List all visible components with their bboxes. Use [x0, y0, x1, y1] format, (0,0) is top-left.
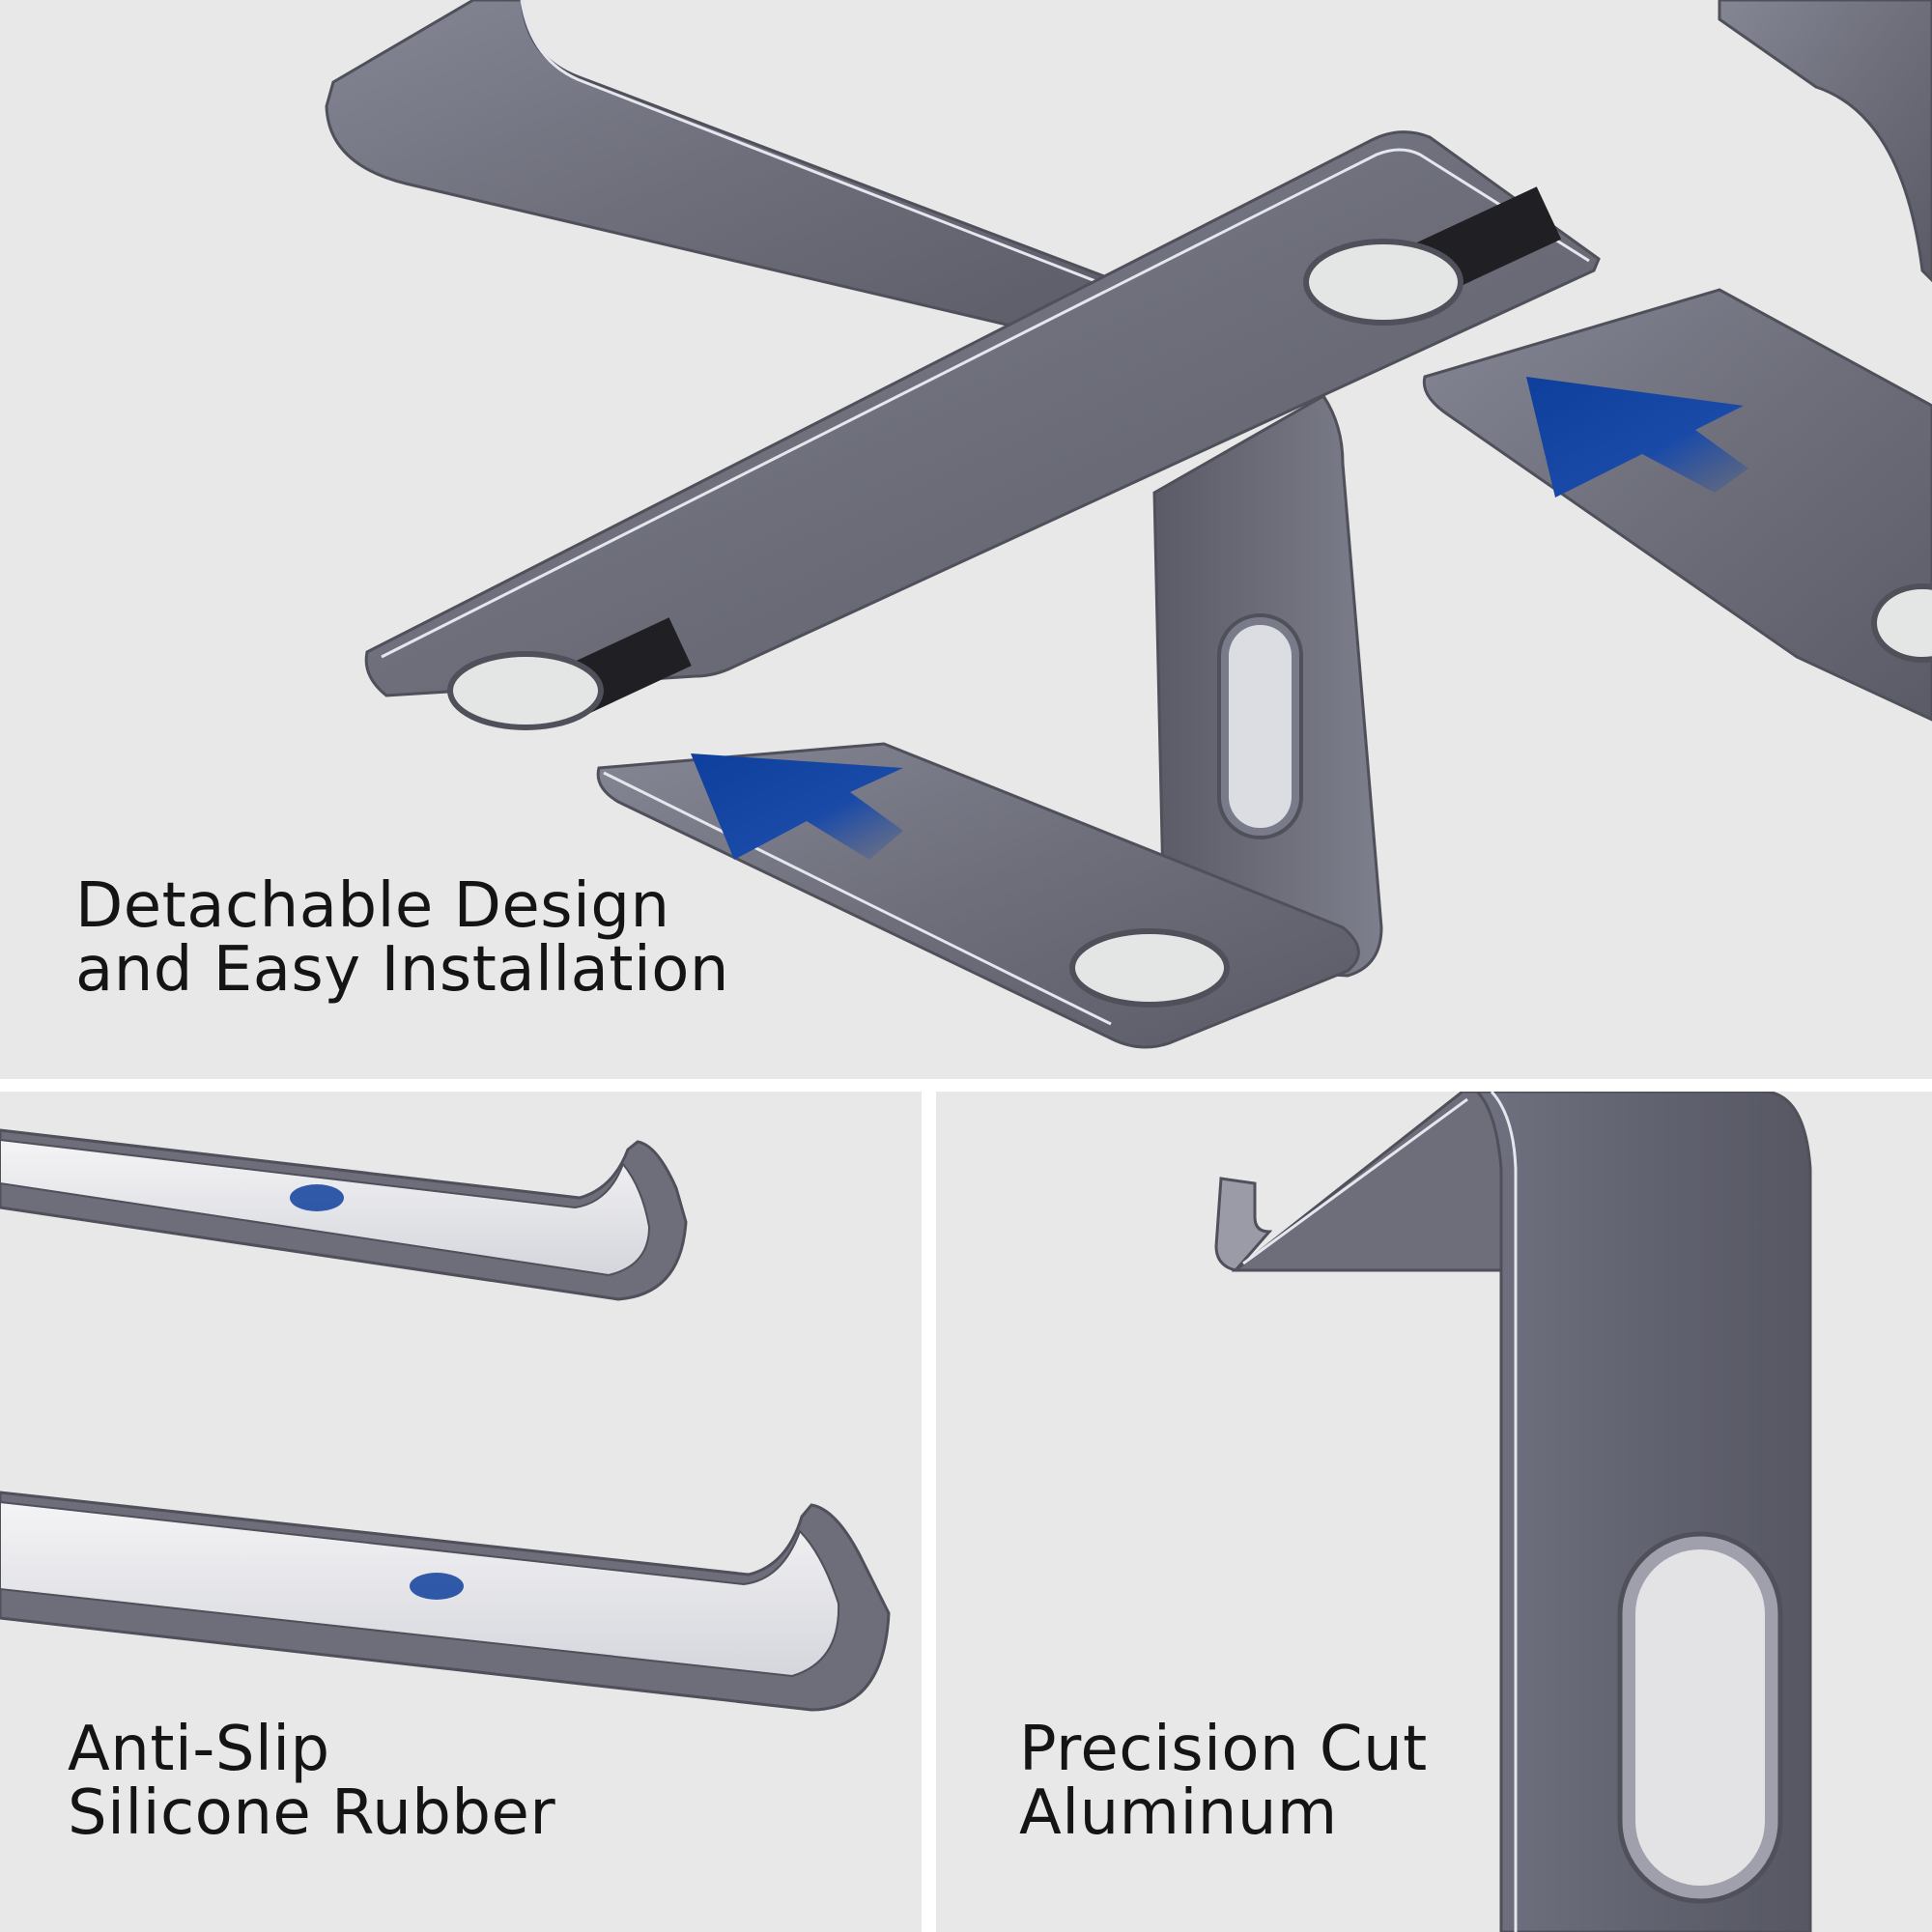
caption-anti-slip	[68, 1714, 556, 1849]
caption-line: Anti-Slip	[68, 1714, 330, 1785]
caption-line: Precision Cut	[1019, 1714, 1428, 1785]
caption-line: Detachable Design	[75, 870, 670, 942]
silicone-dot	[410, 1573, 464, 1600]
stand-back-arm	[327, 0, 1140, 342]
caption-line: Silicone Rubber	[68, 1777, 556, 1849]
silicone-pad	[1306, 242, 1461, 323]
stand-right-arm	[1424, 290, 1932, 720]
caption-line: Aluminum	[1019, 1777, 1338, 1849]
stand-top-right-piece	[1719, 0, 1932, 280]
precision-cut-panel	[936, 1092, 1932, 1932]
anti-slip-panel	[0, 1092, 922, 1932]
caption-line: and Easy Installation	[75, 934, 729, 1006]
silicone-dot	[290, 1184, 344, 1211]
bracket-gusset	[1236, 1092, 1501, 1270]
silicone-pad	[450, 654, 601, 727]
caption-precision-cut	[1019, 1714, 1428, 1849]
caption-detachable-design	[75, 870, 729, 1006]
silicone-pad	[1072, 931, 1227, 1005]
